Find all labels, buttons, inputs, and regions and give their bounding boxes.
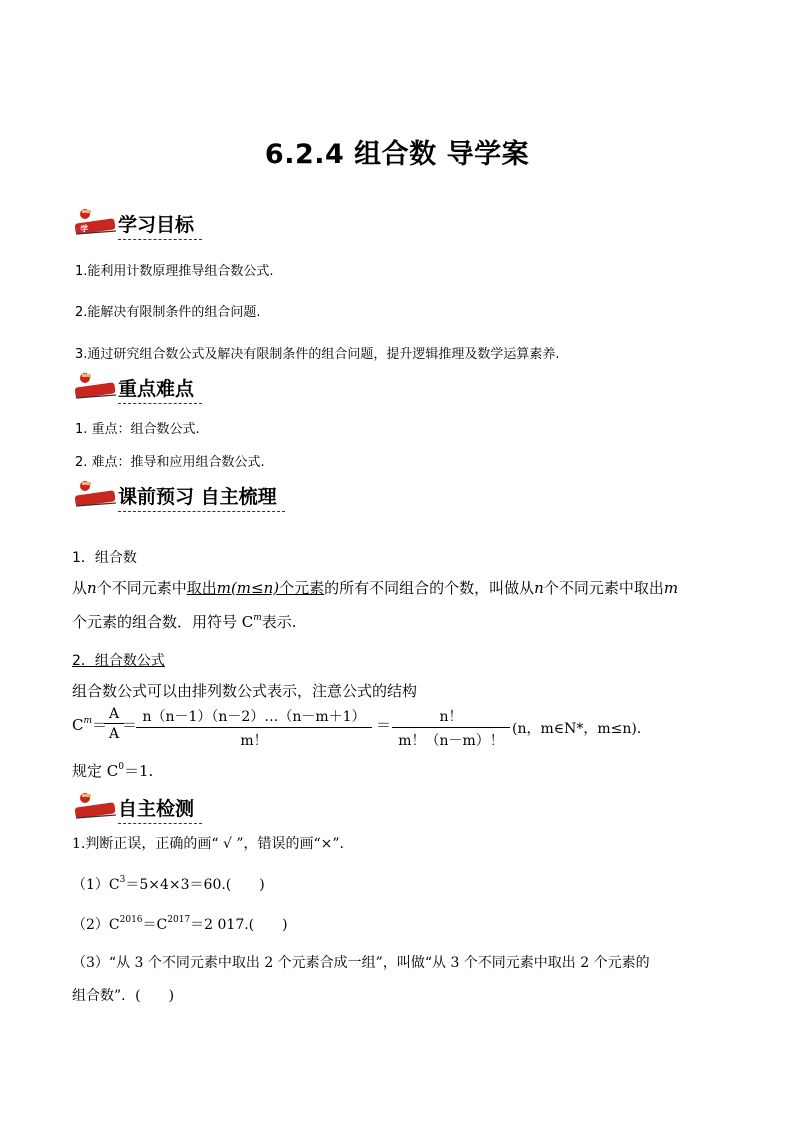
formula-eq: ＝ bbox=[122, 716, 138, 734]
goal-item: 3.通过研究组合数公式及解决有限制条件的组合问题，提升逻辑推理及数学运算素养. bbox=[75, 347, 560, 362]
question-2: $(2)C^{2016}=C^{2017}=2$ 017.( ) bbox=[72, 915, 288, 933]
section-title: 课前预习 自主梳理 bbox=[118, 482, 285, 512]
question-1: $(1)C^3=5\times 4\times 3=60$.( ) bbox=[72, 875, 265, 893]
page-title: 6.2.4 组合数 导学案 bbox=[264, 139, 530, 170]
question-3-line-2: 组合数”．( ) bbox=[72, 988, 175, 1004]
section-badge-icon bbox=[72, 206, 120, 240]
definition-line-1: 从n个不同元素中取出m(m≤n)个元素的所有不同组合的个数，叫做从n个不同元素中取出m bbox=[72, 579, 679, 597]
formula-A-fraction: $\frac{A}{A}$ bbox=[104, 706, 124, 742]
formula-middle-fraction: $\frac{n(n-1)(n-2)\dots(n-m+1)}{m!}$ bbox=[136, 706, 372, 750]
question-3-line-1: （3）“从 3 个不同元素中取出 2 个元素合成一组”，叫做“从 3 个不同元素中取出 2 个元素的 bbox=[72, 955, 650, 971]
goal-item: 2.能解决有限制条件的组合问题. bbox=[75, 305, 261, 320]
formula-right-fraction: $\frac{n!}{m!(n-m)!}$ bbox=[392, 706, 510, 750]
rule-line: 规定 $C^0=1$. bbox=[72, 762, 154, 780]
section-badge-icon bbox=[72, 478, 120, 512]
key-point: 2. 难点：推导和应用组合数公式. bbox=[75, 455, 265, 470]
section-goals bbox=[72, 206, 202, 240]
section-check bbox=[72, 790, 202, 824]
formula-intro: 组合数公式可以由排列数公式表示，注意公式的结构 bbox=[72, 682, 418, 700]
section-title: 自主检测 bbox=[118, 794, 202, 824]
svg-text:学: 学 bbox=[79, 224, 89, 235]
subheading-combination-number: 1．组合数 bbox=[72, 550, 137, 566]
formula-lhs: $C^m=$ bbox=[72, 716, 108, 734]
formula-eq: ＝ bbox=[376, 716, 392, 734]
check-intro: 1.判断正误，正确的画“ √ ”，错误的画“×”. bbox=[72, 836, 344, 852]
formula-condition: (n，m∈N*，m≤n)． bbox=[512, 721, 651, 737]
definition-line-2: 个元素的组合数．用符号 $C^m$表示. bbox=[72, 613, 297, 631]
section-preview bbox=[72, 478, 285, 512]
section-badge-icon bbox=[72, 790, 120, 824]
subheading-formula: 2．组合数公式 bbox=[72, 653, 165, 669]
key-point: 1. 重点：组合数公式. bbox=[75, 422, 200, 437]
section-title: 学习目标 bbox=[118, 210, 202, 240]
section-badge-icon bbox=[72, 370, 120, 404]
goal-item: 1.能利用计数原理推导组合数公式. bbox=[75, 264, 274, 279]
section-title: 重点难点 bbox=[118, 374, 202, 404]
section-key bbox=[72, 370, 202, 404]
